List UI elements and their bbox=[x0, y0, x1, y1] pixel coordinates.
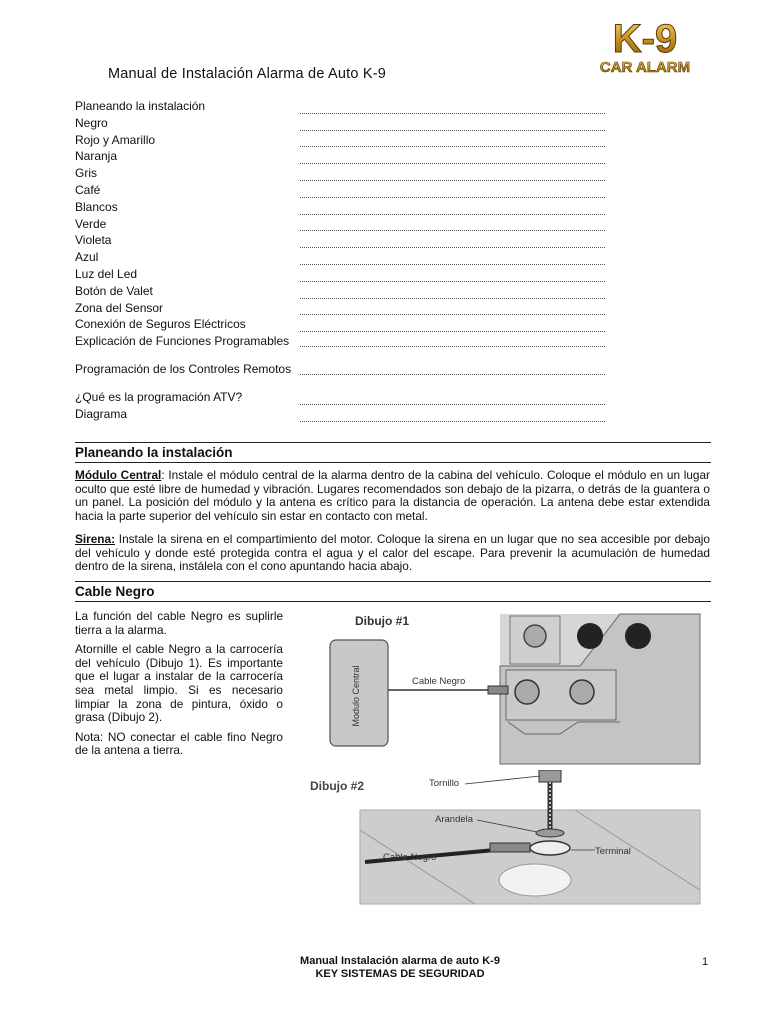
tornillo-label: Tornillo bbox=[429, 778, 460, 789]
toc-row[interactable]: Botón de Valet bbox=[75, 284, 615, 301]
paragraph-sirena: Sirena: Instale la sirena en el compartimiento del motor. Coloque la sirena en un lugar que no sea accesible por debajo del vehículo y donde esté protegida contra el agua y el calor del escape. Para prevenir la acumulación de humedad dentro de la sirena, instálela con el cono apuntando hacia abajo. bbox=[75, 532, 710, 574]
grease-spot bbox=[499, 864, 571, 896]
paragraph: Atornille el cable Negro a la carrocería del vehículo (Dibujo 1). Es importante que el lugar a instalar de la carrocería sea metal limpio. Si es necesario limpiar la zona de pintura, óxido o grasa (Dibujo 2). bbox=[75, 642, 283, 725]
footer-line-1: Manual Instalación alarma de auto K-9 bbox=[300, 955, 500, 967]
toc-row[interactable]: Gris bbox=[75, 166, 615, 183]
toc-dots bbox=[300, 196, 605, 198]
toc-row[interactable]: Negro bbox=[75, 116, 615, 133]
arandela-label: Arandela bbox=[435, 814, 474, 825]
section-heading-cable-negro: Cable Negro bbox=[75, 581, 711, 602]
toc-row[interactable]: Blancos bbox=[75, 200, 615, 217]
toc-row[interactable]: Violeta bbox=[75, 233, 615, 250]
toc-row[interactable]: Café bbox=[75, 183, 615, 200]
toc-dots bbox=[300, 263, 605, 265]
washer bbox=[536, 829, 564, 837]
toc-dots bbox=[300, 280, 605, 282]
screw-head bbox=[539, 770, 561, 782]
black-cable-label: Cable Negro bbox=[412, 676, 466, 687]
drawing-1-title: Dibujo #1 bbox=[355, 614, 410, 628]
toc-dots bbox=[300, 297, 605, 299]
toc-row[interactable]: Explicación de Funciones Programables bbox=[75, 334, 615, 362]
cable-negro-text bbox=[75, 610, 283, 764]
toc-row[interactable]: Programación de los Controles Remotos bbox=[75, 362, 615, 390]
toc-dots bbox=[300, 129, 605, 131]
label-sirena: Sirena: bbox=[75, 532, 115, 546]
toc-row[interactable]: Diagrama bbox=[75, 407, 615, 424]
toc-row[interactable]: Luz del Led bbox=[75, 267, 615, 284]
paragraph: La función del cable Negro es suplirle tierra a la alarma. bbox=[75, 609, 283, 637]
ring-terminal bbox=[488, 686, 508, 694]
cable-negro-label: Cable Negro bbox=[383, 852, 437, 863]
table-of-contents bbox=[75, 99, 615, 424]
toc-dots bbox=[300, 229, 605, 231]
toc-row[interactable]: Naranja bbox=[75, 149, 615, 166]
toc-row[interactable]: ¿Qué es la programación ATV? bbox=[75, 390, 615, 407]
k9-car-alarm-logo bbox=[590, 14, 700, 78]
page-number: 1 bbox=[702, 956, 709, 968]
drawing-2-title: Dibujo #2 bbox=[310, 779, 365, 793]
toc-dots bbox=[300, 345, 605, 347]
svg-text:K-9: K-9 bbox=[612, 17, 678, 61]
toc-dots bbox=[300, 145, 605, 147]
toc-dots bbox=[300, 213, 605, 215]
toc-dots bbox=[300, 313, 605, 315]
label-modulo-central: Módulo Central bbox=[75, 468, 162, 482]
terminal-label: Terminal bbox=[595, 846, 631, 857]
toc-dots bbox=[300, 420, 605, 422]
document-title: Manual de Instalación Alarma de Auto K-9 bbox=[108, 66, 387, 82]
toc-dots bbox=[300, 373, 605, 375]
terminal-ring bbox=[530, 841, 570, 855]
svg-text:CAR ALARM: CAR ALARM bbox=[599, 59, 691, 76]
toc-row[interactable]: Planeando la instalación bbox=[75, 99, 615, 116]
toc-dots bbox=[300, 403, 605, 405]
drawing-2-figure bbox=[305, 770, 710, 910]
toc-row[interactable]: Conexión de Seguros Eléctricos bbox=[75, 317, 615, 334]
footer bbox=[0, 955, 768, 981]
toc-dots bbox=[300, 112, 605, 114]
footer-line-2: KEY SISTEMAS DE SEGURIDAD bbox=[315, 968, 485, 980]
drawing-1-figure bbox=[320, 606, 710, 766]
toc-dots bbox=[300, 246, 605, 248]
section-heading-planeando: Planeando la instalación bbox=[75, 442, 711, 463]
toc-dots bbox=[300, 330, 605, 332]
central-module-label: Modulo Central bbox=[351, 665, 361, 727]
paragraph-modulo-central: Módulo Central: Instale el módulo central de la alarma dentro de la cabina del vehículo. Coloque el módulo en un lugar oculto que esté libre de humedad y vibración. Lugares recomendados son debajo de la pizarra, o detrás de la guantera o un panel. La posición del módulo y la antena es crítico para la distancia de operación. La antena debe estar extendida hacia la parte superior del vehículo sin estar en contacto con metal. bbox=[75, 468, 710, 523]
toc-row[interactable]: Azul bbox=[75, 250, 615, 267]
toc-row[interactable]: Zona del Sensor bbox=[75, 301, 615, 318]
paragraph: Nota: NO conectar el cable fino Negro de la antena a tierra. bbox=[75, 729, 283, 758]
toc-row[interactable]: Verde bbox=[75, 217, 615, 234]
toc-dots bbox=[300, 179, 605, 181]
toc-row[interactable]: Rojo y Amarillo bbox=[75, 133, 615, 150]
toc-dots bbox=[300, 162, 605, 164]
